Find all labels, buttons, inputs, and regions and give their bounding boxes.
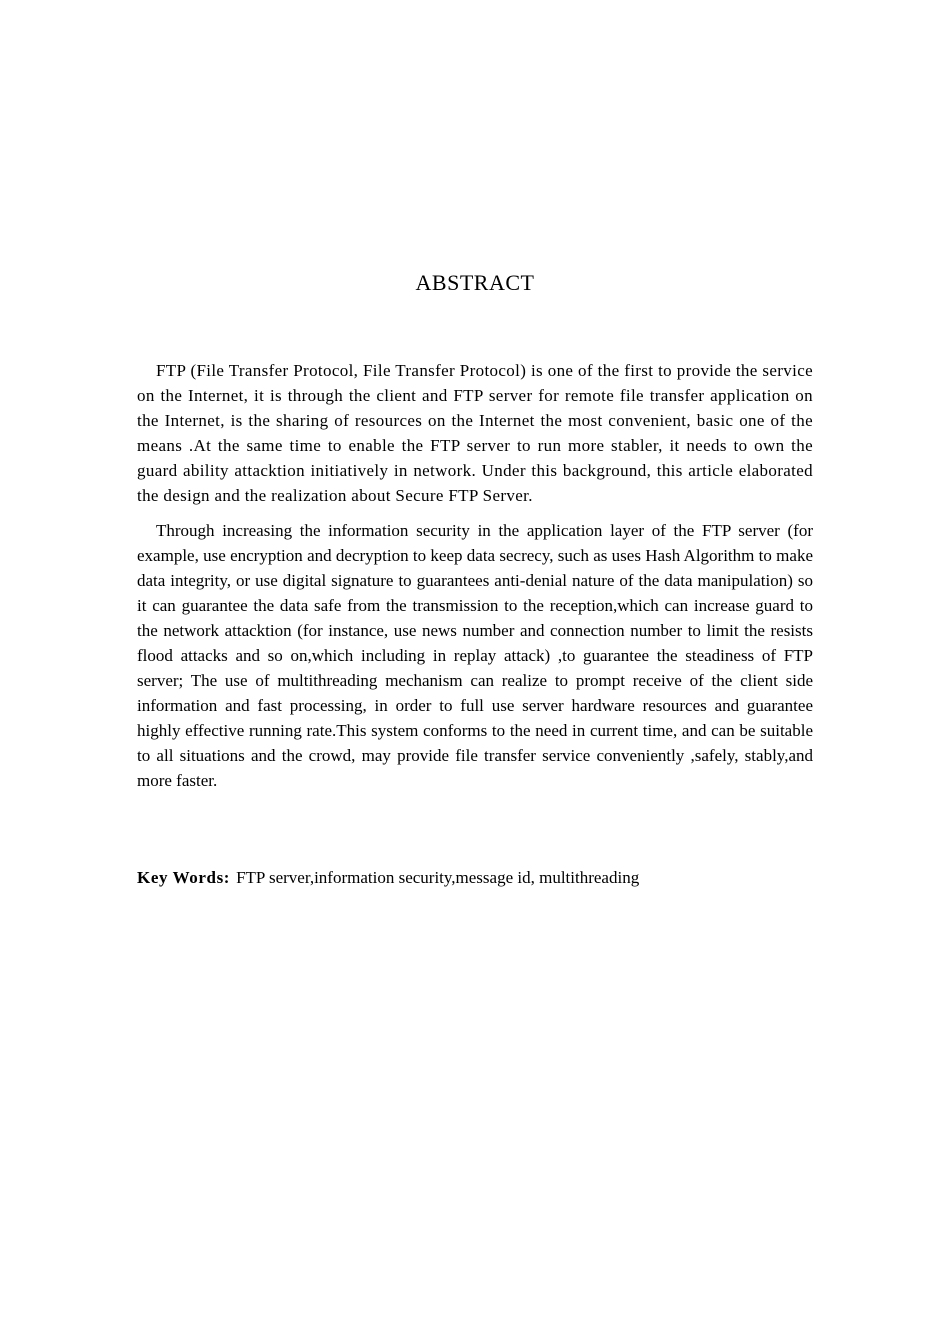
- abstract-paragraph-1: FTP (File Transfer Protocol, File Transfer Protocol) is one of the first to provide the service on the Internet, it is through the client and FTP server for remote file transfer application on the Internet, is the sharing of resources on the Internet the most convenient, basic one of the means .At the same time to enable the FTP server to run more stabler, it needs to own the guard ability attacktion initiatively in network. Under this background, this article elaborated the design and the realization about Secure FTP Server.: [137, 361, 813, 505]
- abstract-body: [137, 358, 813, 803]
- keywords-label: Key Words:: [137, 868, 231, 887]
- abstract-title: ABSTRACT: [415, 270, 535, 295]
- abstract-paragraph-2: Through increasing the information security in the application layer of the FTP server (for example, use encryption and decryption to keep data secrecy, such as uses Hash Algorithm to make data integrity, or use digital signature to guarantees anti-denial nature of the data manipulation) so it can guarantee the data safe from the transmission to the reception,which can increase guard to the network attacktion (for instance, use news number and connection number to limit the resists flood attacks and so on,which including in replay attack) ,to guarantee the steadiness of FTP server; The use of multithreading mechanism can realize to prompt receive of the client side information and fast processing, in order to full use server hardware resources and guarantee highly effective running rate.This system conforms to the need in current time, and can be suitable to all situations and the crowd, may provide file transfer service conveniently ,safely, stably,and more faster.: [137, 521, 813, 790]
- keywords-line: [137, 865, 813, 890]
- keywords-text: FTP server,information security,message id, multithreading: [236, 868, 640, 887]
